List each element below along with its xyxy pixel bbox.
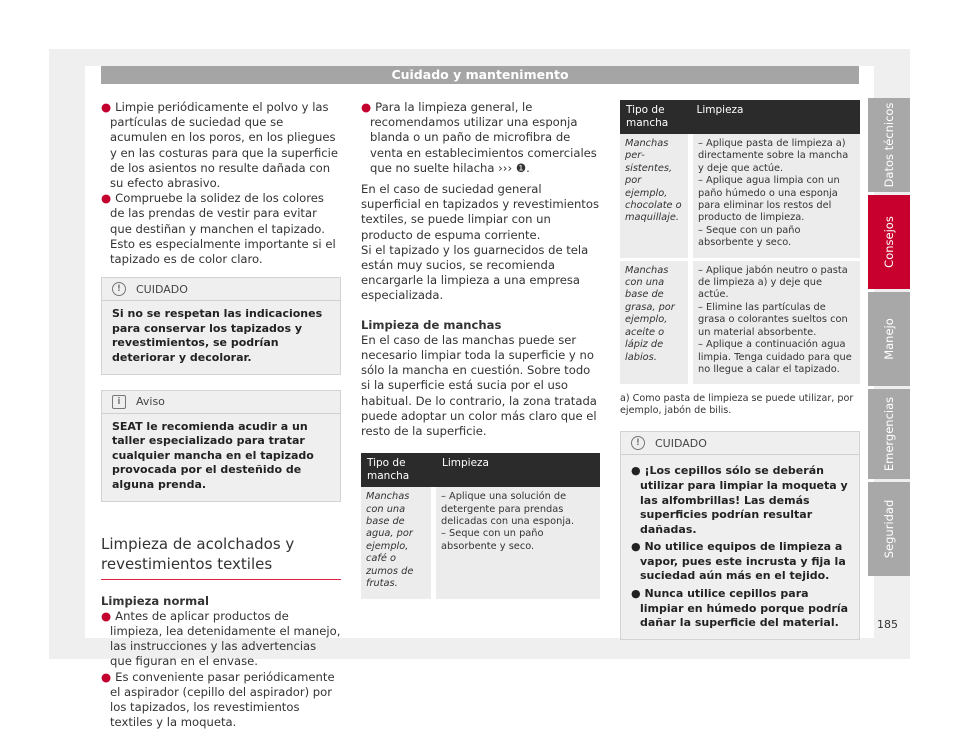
warning-item: ● Nunca utilice cepillos para limpiar en húmedo porque podría dañar la superficie del material. xyxy=(631,587,849,630)
section-title: Limpieza de acolchados y revestimientos textiles xyxy=(101,534,341,580)
table-header: Limpieza xyxy=(434,453,601,487)
table-header: Limpieza xyxy=(691,100,861,134)
info-icon: i xyxy=(112,395,126,409)
stain-table xyxy=(620,100,860,384)
bullet-item: ● Compruebe la solidez de los colores de las prendas de vestir para evitar que destiñan y manchen el tapizado. Esto es especialmente importante si el tapizado es de color claro. xyxy=(101,191,336,267)
stain-table xyxy=(361,453,600,598)
notice-text: SEAT le recomienda acudir a un taller especializado para tratar cualquier mancha en el tapizado provocada por el desteñido de alguna prenda. xyxy=(112,419,314,491)
exclamation-icon: ! xyxy=(631,436,645,450)
column-1 xyxy=(101,100,341,730)
notice-box xyxy=(101,390,341,502)
bullet-item: ● Antes de aplicar productos de limpieza, lea detenidamente el manejo, las instrucciones y las advertencias que figuran en el envase. xyxy=(101,608,341,669)
exclamation-icon: ! xyxy=(112,282,126,296)
tab-datos-tecnicos[interactable]: Datos técnicos xyxy=(868,98,910,192)
warning-item: ● No utilice equipos de limpieza a vapor, pues este incrusta y fija la suciedad aún más en el tejido. xyxy=(631,540,846,583)
tab-consejos[interactable]: Consejos xyxy=(868,195,910,289)
table-cell: – Aplique una solución de detergente para prendas delicadas con una esponja. – Seque con un paño absorbente y seco. xyxy=(434,487,601,598)
warning-item: ● ¡Los cepillos sólo se deberán utilizar para limpiar la moqueta y las alfombrillas! Las demás superficies podrían resultar dañadas. xyxy=(631,464,848,536)
tab-manejo[interactable]: Manejo xyxy=(868,292,910,386)
table-cell: Manchas persistentes, por ejemplo, chocolate o maquillaje. xyxy=(620,134,691,259)
bullet-item: ● Limpie periódicamente el polvo y las partículas de suciedad que se acumulen en los poros, en los pliegues y en las costuras para que la superficie de los asientos no resulte dañada con su efecto abrasivo. xyxy=(101,100,338,191)
tab-seguridad[interactable]: Seguridad xyxy=(868,482,910,576)
caution-box xyxy=(620,431,860,640)
column-3 xyxy=(620,100,860,640)
table-cell: – Aplique pasta de limpieza a) directamente sobre la mancha y deje que actúe. – Aplique agua limpia con un paño húmedo o una esponja para eliminar los restos del producto de limpieza. – Seque con un paño absorbente y seco. xyxy=(691,134,861,259)
table-cell: Manchas con una base de grasa, por ejemplo, aceite o lápiz de labios. xyxy=(620,259,691,384)
caution-box xyxy=(101,277,341,374)
caution-title: CUIDADO xyxy=(136,282,188,296)
paragraph: En el caso de suciedad general superficial en tapizados y revestimientos textiles, se puede limpiar con un producto de espuma corriente. xyxy=(361,182,599,242)
table-cell: – Aplique jabón neutro o pasta de limpieza a) y deje que actúe. – Elimine las partículas de grasa o colorantes sueltos con un material absorbente. – Aplique a continuación agua limpia. Tenga cuidado para que no llegue a calar el tapizado. xyxy=(691,259,861,384)
caution-text: Si no se respetan las indicaciones para conservar los tapizados y revestimientos, se podrían deteriorar y decolorar. xyxy=(112,307,323,365)
subheading: Limpieza normal xyxy=(101,593,210,608)
caution-title: CUIDADO xyxy=(655,436,707,450)
subheading: Limpieza de manchas xyxy=(361,317,502,332)
paragraph: Si el tapizado y los guarnecidos de tela están muy sucios, se recomienda encargarle la limpieza a una empresa especializada. xyxy=(361,242,589,303)
bullet-item: ● Para la limpieza general, le recomendamos utilizar una esponja blanda o un paño de microfibra de venta en establecimientos comerciales que no suelte hilacha ››› ❶. xyxy=(361,100,597,175)
table-cell: Manchas con una base de agua, por ejemplo, café o zumos de frutas. xyxy=(361,487,434,598)
section-tabs xyxy=(868,98,910,579)
table-header: Tipo de mancha xyxy=(620,100,691,134)
notice-title: Aviso xyxy=(136,395,165,408)
page-number: 185 xyxy=(877,618,898,631)
paragraph: En el caso de las manchas puede ser necesario limpiar toda la superficie y no sólo la mancha en cuestión. Sobre todo si la superficie está sucia por el uso habitual. De lo contrario, la zona tratada puede adoptar un color más claro que el resto de la superficie. xyxy=(361,332,597,439)
bullet-item: ● Es conveniente pasar periódicamente el aspirador (cepillo del aspirador) por los tapizados, los revestimientos textiles y la moqueta. xyxy=(101,669,335,730)
footnote: a) Como pasta de limpieza se puede utilizar, por ejemplo, jabón de bilis. xyxy=(620,393,854,417)
column-2 xyxy=(361,100,600,599)
table-header: Tipo de mancha xyxy=(361,453,434,487)
tab-emergencias[interactable]: Emergencias xyxy=(868,389,910,479)
page-header: Cuidado y mantenimento xyxy=(101,66,859,84)
